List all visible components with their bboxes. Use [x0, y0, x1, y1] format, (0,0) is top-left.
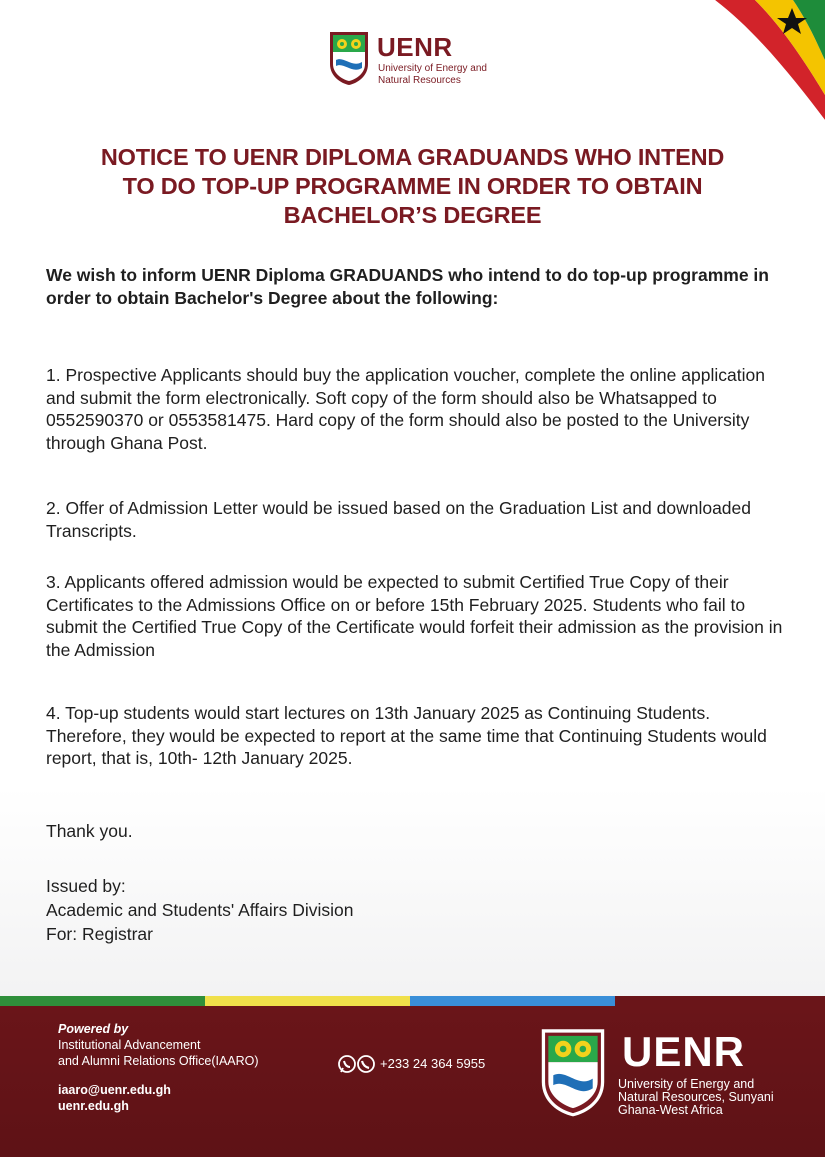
ghana-flag-icon	[715, 0, 825, 120]
stripe-blue	[410, 996, 615, 1006]
uenr-crest-icon	[538, 1026, 608, 1118]
stripe-yellow	[205, 996, 410, 1006]
title-line-1: NOTICE TO UENR DIPLOMA GRADUANDS WHO INTEND	[100, 144, 725, 170]
footer-logo-sub-line1: University of Energy and	[618, 1077, 755, 1091]
notice-point-4: 4. Top-up students would start lectures on 13th January 2025 as Continuing Students. Therefore, they would be expected to report at the same time that Continuing Students would report, that is, 10th- 12th January 2025.	[46, 703, 767, 768]
issued-for: For: Registrar	[46, 924, 153, 944]
phone-icon	[358, 1056, 374, 1072]
website-link[interactable]: uenr.edu.gh	[58, 1099, 129, 1113]
whatsapp-icon	[339, 1056, 355, 1072]
powered-by-label: Powered by	[58, 1022, 129, 1036]
notice-intro: We wish to inform UENR Diploma GRADUANDS who intend to do top-up programme in order to obtain Bachelor's Degree about the following:	[46, 265, 769, 308]
footer-logo-sub-line3: Ghana-West Africa	[618, 1103, 723, 1117]
footer-logo-sub-line2: Natural Resources, Sunyani	[618, 1090, 774, 1104]
footer-logo-wordmark: UENR	[622, 1028, 746, 1075]
office-name-line1: Institutional Advancement	[58, 1038, 201, 1052]
header-logo	[328, 30, 528, 90]
stripe-green	[0, 996, 205, 1006]
stripe-maroon	[615, 996, 825, 1006]
notice-title	[30, 143, 795, 230]
notice-point-2: 2. Offer of Admission Letter would be issued based on the Graduation List and downloaded Transcripts.	[46, 498, 751, 541]
thank-you: Thank you.	[46, 821, 133, 841]
notice-point-1: 1. Prospective Applicants should buy the application voucher, complete the online application and submit the form electronically. Soft copy of the form should also be Whatsapped to 0552590370 or 0553581475. Hard copy of the form should also be posted to the University through Ghana Post.	[46, 365, 765, 453]
logo-wordmark: UENR	[377, 32, 453, 62]
office-name-line2: and Alumni Relations Office(IAARO)	[58, 1054, 259, 1068]
logo-subtitle-line1: University of Energy and	[378, 63, 487, 74]
contact-icons	[338, 1054, 376, 1074]
contact-email[interactable]: iaaro@uenr.edu.gh	[58, 1083, 171, 1097]
issued-by-block	[46, 874, 791, 946]
title-line-2: TO DO TOP-UP PROGRAMME IN ORDER TO OBTAIN	[122, 173, 703, 199]
issuing-division: Academic and Students' Affairs Division	[46, 900, 354, 920]
title-line-3: BACHELOR’S DEGREE	[283, 202, 542, 228]
uenr-crest-icon	[328, 30, 370, 86]
notice-point-3: 3. Applicants offered admission would be expected to submit Certified True Copy of their Certificates to the Admissions Office on or before 15th February 2025. Students who fail to submit the Certified True Copy of the Certificate would forfeit their admission as the provision in the Admission	[46, 572, 783, 660]
contact-phone[interactable]: +233 24 364 5955	[380, 1056, 486, 1071]
issued-by-label: Issued by:	[46, 876, 126, 896]
footer	[0, 1006, 825, 1157]
logo-subtitle-line2: Natural Resources	[378, 75, 461, 86]
